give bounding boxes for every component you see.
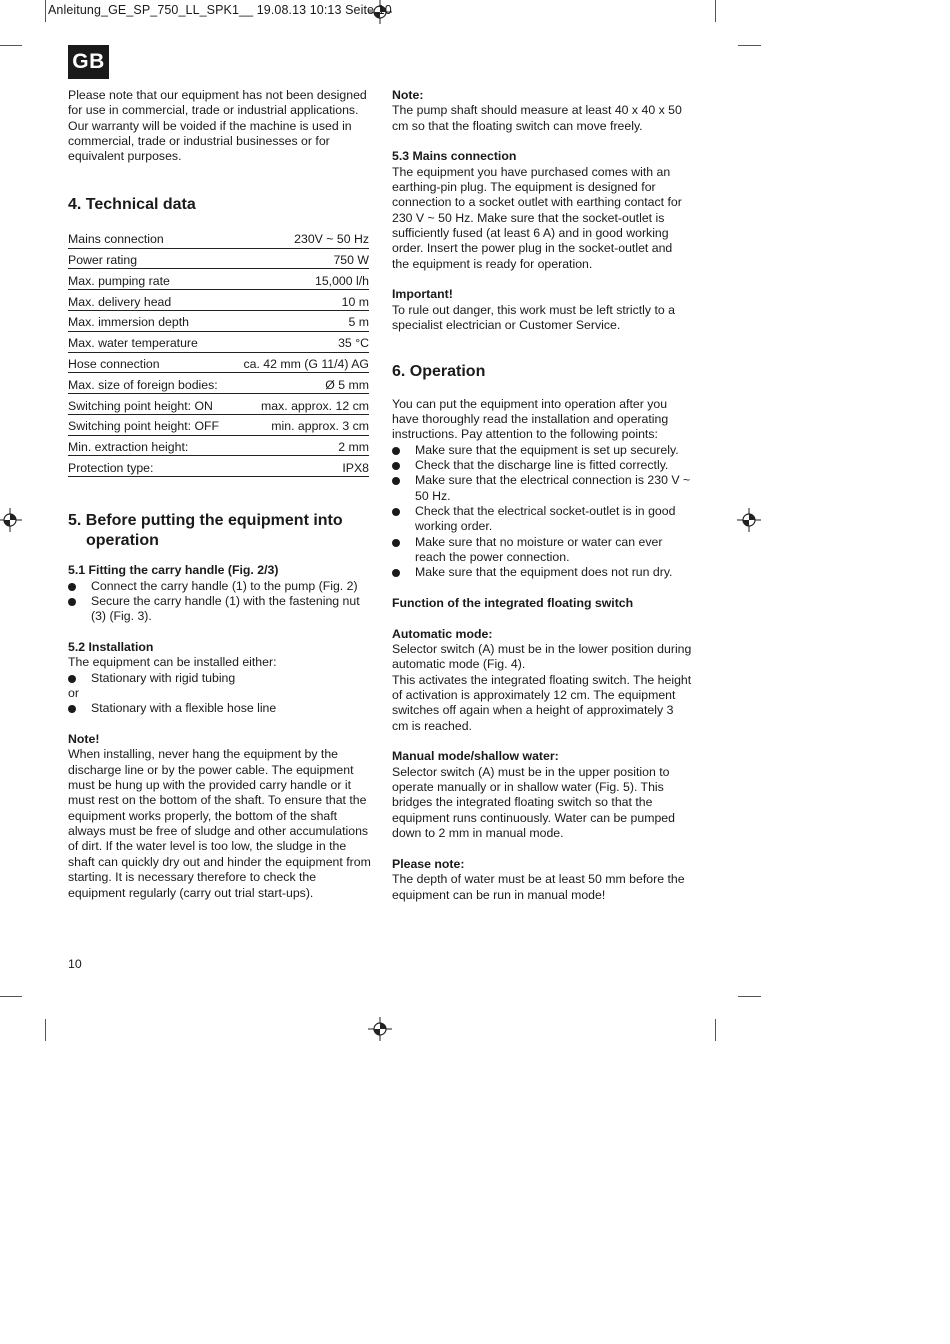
list-item: Stationary with a flexible hose line [68, 701, 371, 716]
bullet-icon [392, 569, 400, 577]
table-row [68, 394, 369, 415]
list-item: Make sure that the electrical connection is 230 V ~ 50 Hz. [392, 473, 692, 504]
table-row [68, 310, 369, 331]
spec-value: 35 °C [232, 331, 369, 352]
spec-label: Max. size of foreign bodies: [68, 373, 232, 394]
section-5-1-list [68, 579, 371, 625]
crop-mark [738, 45, 761, 46]
crop-mark [45, 0, 46, 22]
bullet-icon [392, 462, 400, 470]
manual-mode-heading: Manual mode/shallow water: [392, 749, 559, 764]
spec-label: Switching point height: OFF [68, 414, 232, 435]
crop-mark [715, 0, 716, 22]
spec-value: max. approx. 12 cm [232, 394, 369, 415]
bullet-icon [68, 675, 76, 683]
spec-label: Mains connection [68, 228, 232, 248]
spec-label: Max. delivery head [68, 290, 232, 311]
list-item: Check that the discharge line is fitted correctly. [392, 458, 692, 473]
left-column [68, 88, 371, 901]
spec-label: Max. water temperature [68, 331, 232, 352]
floating-switch-heading: Function of the integrated floating switch [392, 595, 634, 610]
table-row [68, 269, 369, 290]
spec-label: Power rating [68, 248, 232, 269]
crop-mark [0, 45, 22, 46]
section-5-heading-line1: 5. Before putting the equipment into [68, 512, 343, 530]
shaft-note-text: The pump shaft should measure at least 40 x 40 x 50 cm so that the floating switch can move freely. [392, 103, 682, 133]
list-item: Stationary with rigid tubing [68, 671, 371, 686]
print-slug: Anleitung_GE_SP_750_LL_SPK1__ 19.08.13 10:13 Seite 10 [48, 3, 392, 17]
spec-value: ca. 42 mm (G 11/4) AG [232, 352, 369, 373]
crop-mark [0, 996, 22, 997]
section-5-heading [68, 511, 371, 551]
automatic-mode-text-1: Selector switch (A) must be in the lower position during automatic mode (Fig. 4). [392, 642, 692, 672]
spec-value: 15,000 l/h [232, 269, 369, 290]
important-heading: Important! [392, 287, 453, 302]
list-item: Secure the carry handle (1) with the fastening nut (3) (Fig. 3). [68, 594, 371, 625]
please-note-text: The depth of water must be at least 50 mm before the equipment can be run in manual mode! [392, 872, 685, 902]
bullet-icon [392, 477, 400, 485]
spec-value: IPX8 [232, 456, 369, 477]
spec-label: Min. extraction height: [68, 435, 232, 456]
spec-value: 230V ~ 50 Hz [232, 228, 369, 248]
bullet-icon [392, 447, 400, 455]
bullet-icon [68, 705, 76, 713]
bullet-icon [68, 598, 76, 606]
section-5-2-or: or [68, 686, 79, 701]
table-row [68, 435, 369, 456]
shaft-note-heading: Note: [392, 88, 424, 102]
important-text: To rule out danger, this work must be left strictly to a specialist electrician or Customer Service. [392, 302, 675, 333]
warranty-intro: Please note that our equipment has not been designed for use in commercial, trade or industrial applications. Our warranty will be voided if the machine is used in commercial, trade or industrial businesses or for equivalent purposes. [68, 88, 367, 164]
spec-value: 5 m [232, 310, 369, 331]
registration-mark-icon [0, 508, 22, 532]
please-note-heading: Please note: [392, 856, 465, 871]
crop-mark [45, 1019, 46, 1041]
note-text: When installing, never hang the equipment by the discharge line or by the power cable. The equipment must be hung up with the provided carry handle or it must rest on the bottom of the shaft. To ensure that the equipment works properly, the bottom of the shaft always must be free of sludge and other accumulations of dirt. If the water level is too low, the sludge in the shaft can quickly dry out and hinder the equipment from starting. It is necessary therefore to check the equipment regularly (carry out trial start-ups). [68, 747, 371, 900]
manual-mode-text: Selector switch (A) must be in the upper position to operate manually or in shallow water (Fig. 5). This bridges the integrated floating switch so that the equipment runs continuously. Water can be pumped down to 2 mm in manual mode. [392, 764, 675, 841]
registration-mark-icon [368, 1017, 392, 1041]
spec-label: Protection type: [68, 456, 232, 477]
note-heading: Note! [68, 732, 100, 747]
list-item: Check that the electrical socket-outlet is in good working order. [392, 504, 692, 535]
spec-label: Switching point height: ON [68, 394, 232, 415]
section-5-2-list-2 [68, 701, 371, 716]
automatic-mode-heading: Automatic mode: [392, 626, 493, 641]
table-row [68, 373, 369, 394]
spec-value: 2 mm [232, 435, 369, 456]
table-row [68, 248, 369, 269]
spec-label: Hose connection [68, 352, 232, 373]
section-5-3-text: The equipment you have purchased comes with an earthing-pin plug. The equipment is designed for connection to a socket outlet with earthing contact for 230 V ~ 50 Hz. Make sure that the socket-outlet is sufficiently fused (at least 6 A) and in good working order. Insert the power plug in the socket-outlet and the equipment is ready for operation. [392, 164, 682, 271]
table-row [68, 331, 369, 352]
right-column [392, 88, 692, 903]
table-row [68, 290, 369, 311]
list-item: Connect the carry handle (1) to the pump (Fig. 2) [68, 579, 371, 594]
spec-value: Ø 5 mm [232, 373, 369, 394]
spec-value: min. approx. 3 cm [232, 414, 369, 435]
list-item: Make sure that the equipment is set up securely. [392, 443, 692, 458]
technical-data-table [68, 228, 369, 478]
section-5-2-intro: The equipment can be installed either: [68, 655, 277, 670]
section-5-3-heading: 5.3 Mains connection [392, 149, 517, 164]
table-row [68, 228, 369, 248]
table-row [68, 456, 369, 477]
language-badge: GB [68, 45, 109, 79]
section-5-2-list [68, 671, 371, 686]
spec-value: 750 W [232, 248, 369, 269]
list-item: Make sure that the equipment does not run dry. [392, 565, 692, 580]
technical-data-heading: 4. Technical data [68, 195, 196, 213]
table-row [68, 414, 369, 435]
automatic-mode-text-2: This activates the integrated floating switch. The height of activation is approximately 12 cm. The equipment switches off again when a height of approximately 3 cm is reached. [392, 672, 692, 733]
operation-heading: 6. Operation [392, 362, 486, 380]
bullet-icon [68, 583, 76, 591]
spec-label: Max. pumping rate [68, 269, 232, 290]
section-5-1-heading: 5.1 Fitting the carry handle (Fig. 2/3) [68, 563, 279, 578]
list-item: Make sure that no moisture or water can ever reach the power connection. [392, 535, 692, 566]
operation-intro: You can put the equipment into operation after you have thoroughly read the installation and operating instructions. Pay attention to the following points: [392, 396, 669, 442]
crop-mark [715, 1019, 716, 1041]
operation-list [392, 443, 692, 581]
spec-value: 10 m [232, 290, 369, 311]
bullet-icon [392, 508, 400, 516]
registration-mark-icon [737, 508, 761, 532]
spec-label: Max. immersion depth [68, 310, 232, 331]
crop-mark [738, 996, 761, 997]
bullet-icon [392, 539, 400, 547]
section-5-2-heading: 5.2 Installation [68, 640, 154, 654]
page-number: 10 [68, 957, 82, 971]
table-row [68, 352, 369, 373]
section-5-heading-line2: operation [86, 532, 159, 550]
